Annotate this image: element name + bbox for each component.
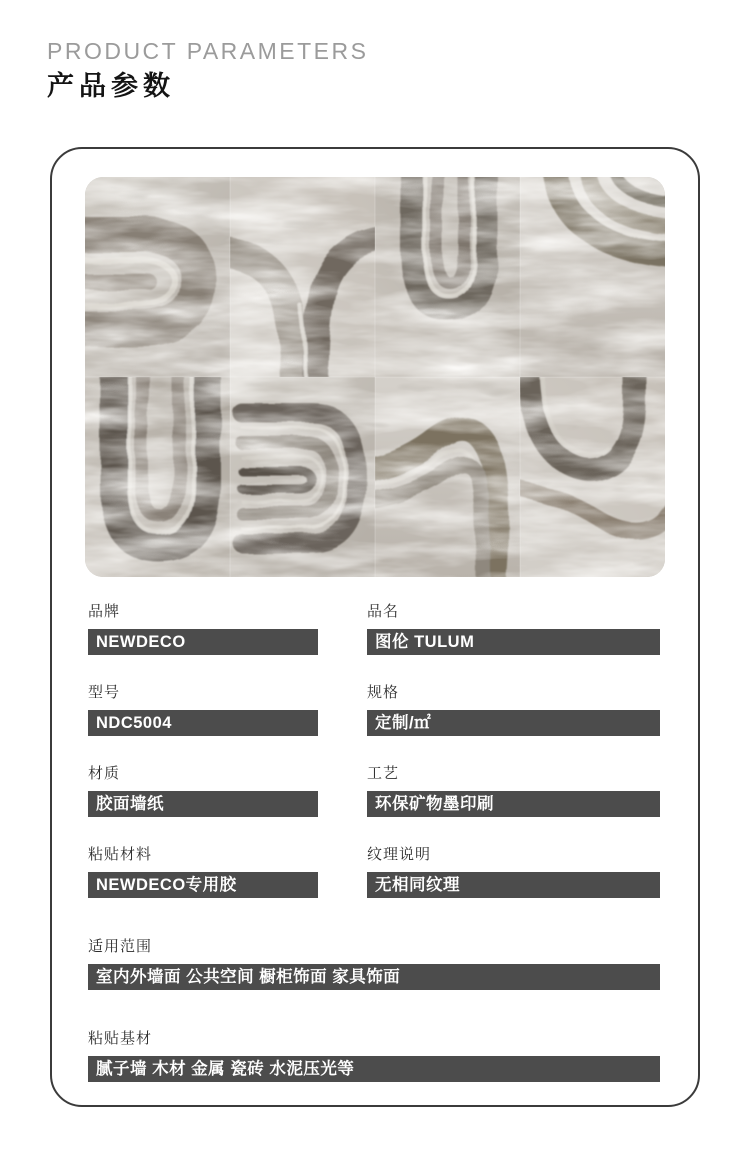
param-label: 型号 (88, 684, 121, 701)
parameters-grid (88, 604, 665, 1082)
section-title-zh: 产品参数 (47, 71, 175, 101)
param-label: 纹理说明 (367, 846, 432, 863)
param-texture-note (367, 847, 660, 898)
product-image (85, 177, 665, 577)
page-header (0, 0, 750, 101)
param-label: 品名 (367, 603, 400, 620)
param-value: NDC5004 (88, 710, 318, 736)
param-application-range (88, 939, 660, 990)
param-craft (367, 766, 660, 817)
param-value: 环保矿物墨印刷 (367, 791, 660, 817)
param-product-name (367, 604, 660, 655)
param-label: 适用范围 (88, 938, 153, 955)
param-material (88, 766, 318, 817)
param-value: NEWDECO专用胶 (88, 872, 318, 898)
param-label: 规格 (367, 684, 400, 701)
param-value: 室内外墙面 公共空间 橱柜饰面 家具饰面 (88, 964, 660, 990)
param-label: 粘贴基材 (88, 1030, 153, 1047)
param-value: 腻子墙 木材 金属 瓷砖 水泥压光等 (88, 1056, 660, 1082)
param-model (88, 685, 318, 736)
param-value: 定制/㎡ (367, 710, 660, 736)
param-value: 无相同纹理 (367, 872, 660, 898)
parameters-card (50, 147, 700, 1107)
param-adhesive (88, 847, 318, 898)
section-title-en: PRODUCT PARAMETERS (47, 38, 369, 64)
param-label: 品牌 (88, 603, 121, 620)
param-value: 图伦 TULUM (367, 629, 660, 655)
param-label: 工艺 (367, 765, 400, 782)
param-brand (88, 604, 318, 655)
param-value: 胶面墙纸 (88, 791, 318, 817)
param-label: 粘贴材料 (88, 846, 153, 863)
param-base-substrate (88, 1031, 660, 1082)
param-value: NEWDECO (88, 629, 318, 655)
param-spec (367, 685, 660, 736)
param-label: 材质 (88, 765, 121, 782)
